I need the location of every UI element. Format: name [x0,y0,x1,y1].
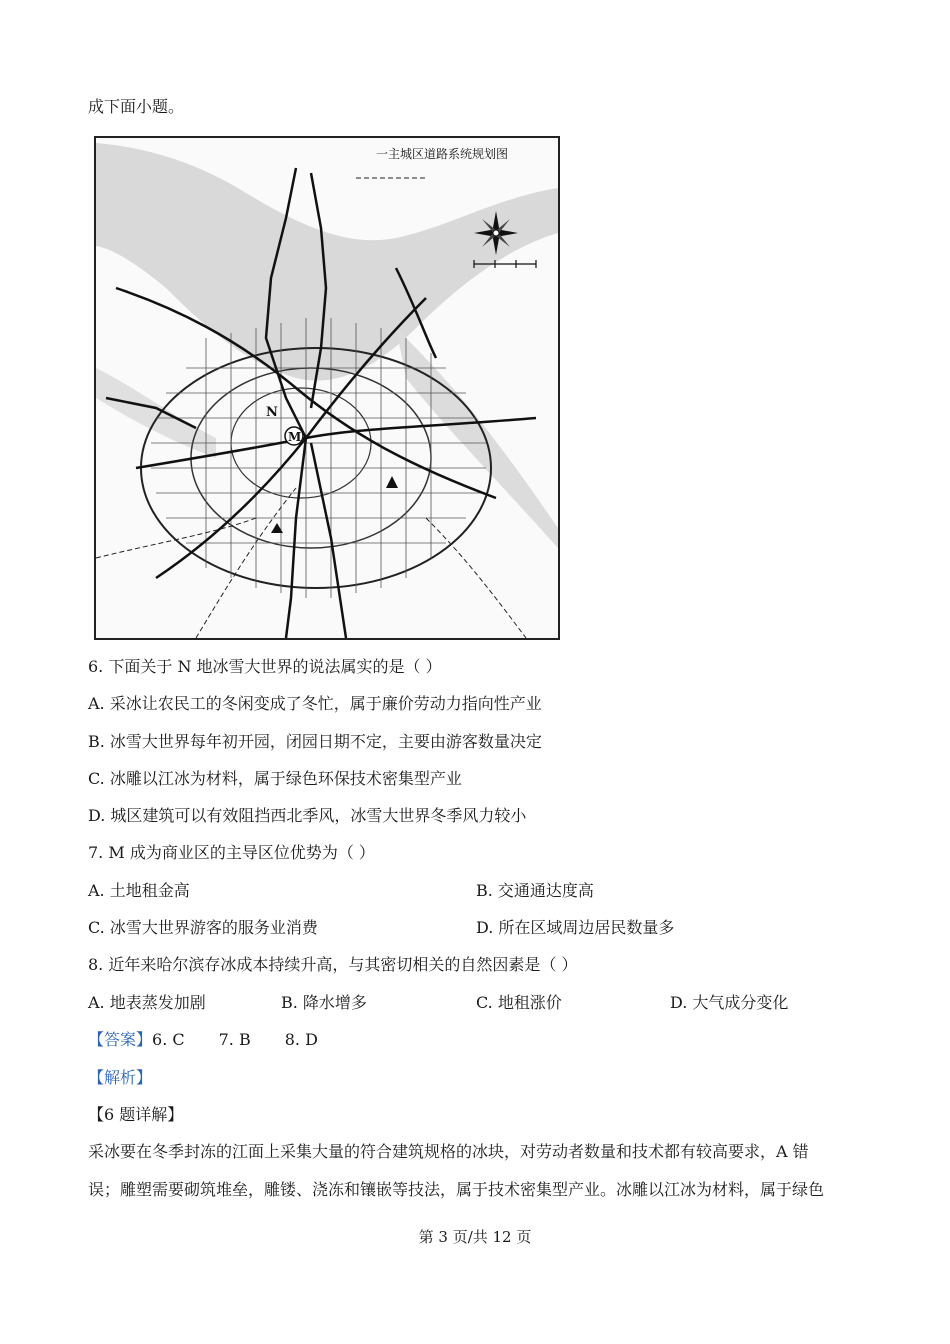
answer-label: 【答案】 [88,1030,153,1049]
analysis-paragraph-line: 误；雕塑需要砌筑堆垒，雕镂、浇冻和镶嵌等技法，属于技术密集型产业。冰雕以江冰为材料，属于绿色 [88,1180,825,1199]
question-6-option-d: D. 城区建筑可以有效阻挡西北季风，冰雪大世界冬季风力较小 [88,806,527,825]
question-8-option-d: D. 大气成分变化 [670,993,789,1012]
answer-item: 8. D [284,1030,318,1049]
map-graphic [96,138,558,638]
answer-row [88,1029,318,1051]
question-6-stem: 6. 下面关于 N 地冰雪大世界的说法属实的是（ ） [88,657,442,676]
road-system-map [94,136,560,640]
question-6-option-c: C. 冰雕以江冰为材料，属于绿色环保技术密集型产业 [88,769,462,788]
question-8-option-c: C. 地租涨价 [476,993,562,1012]
map-label-n: N [266,405,278,420]
question-7-option-d: D. 所在区域周边居民数量多 [476,918,675,937]
answer-item: 6. C [152,1030,185,1049]
landmark-marker [386,476,398,488]
map-label-m: M [288,430,302,444]
answer-item: 7. B [218,1030,251,1049]
river-left [96,368,216,458]
question-7-stem: 7. M 成为商业区的主导区位优势为（ ） [88,843,375,862]
question-8-option-a: A. 地表蒸发加剧 [88,993,206,1012]
question-6-option-b: B. 冰雪大世界每年初开园，闭园日期不定，主要由游客数量决定 [88,732,542,751]
page-footer: 第 3 页/共 12 页 [418,1228,532,1246]
analysis-paragraph-line: 采冰要在冬季封冻的江面上采集大量的符合建筑规格的冰块，对劳动者数量和技术都有较高要求，A 错 [88,1142,809,1161]
question-8-option-b: B. 降水增多 [281,993,367,1012]
detail-heading: 【6 题详解】 [88,1105,184,1124]
question-7-option-b: B. 交通通达度高 [476,881,594,900]
analysis-label: 【解析】 [88,1068,153,1087]
intro-text: 成下面小题。 [88,97,185,116]
river-band [96,143,558,381]
question-7-option-c: C. 冰雪大世界游客的服务业消费 [88,918,318,937]
question-7-option-a: A. 土地租金高 [88,881,190,900]
question-8-stem: 8. 近年来哈尔滨存冰成本持续升高，与其密切相关的自然因素是（ ） [88,955,578,974]
map-title: 一主城区道路系统规划图 [376,147,509,161]
question-6-option-a: A. 采冰让农民工的冬闲变成了冬忙，属于廉价劳动力指向性产业 [88,694,542,713]
